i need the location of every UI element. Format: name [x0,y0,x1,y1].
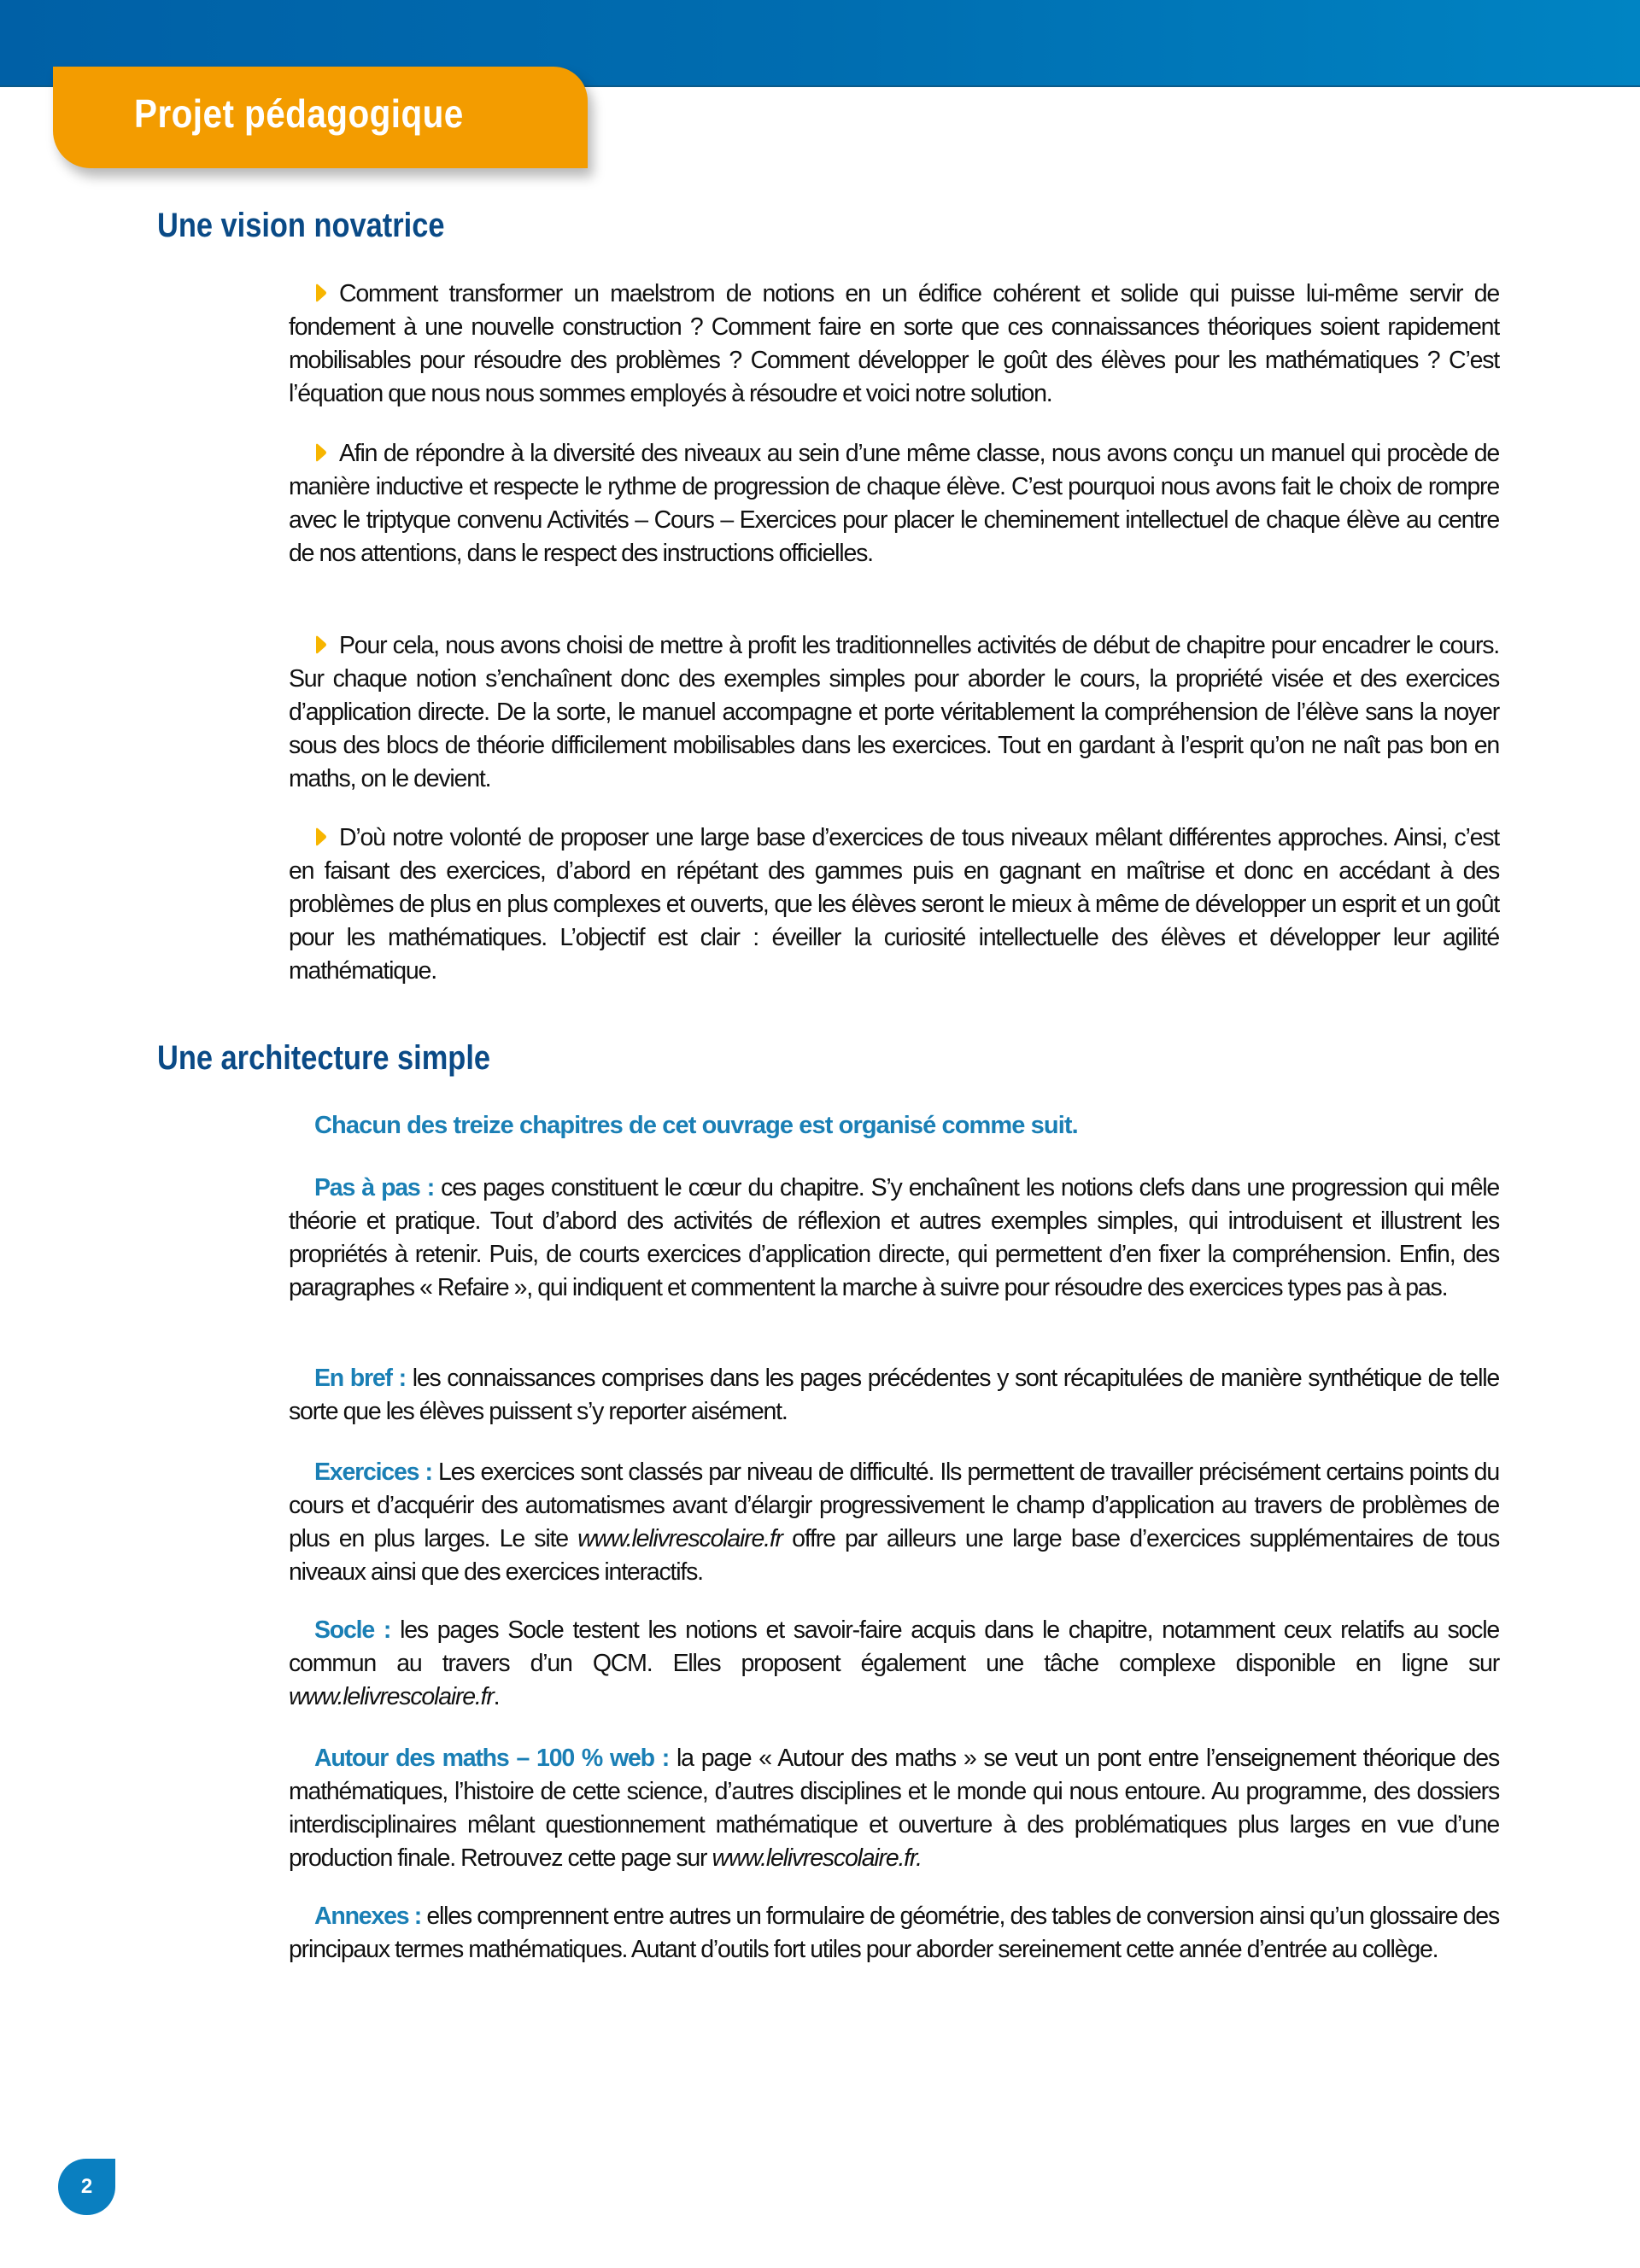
bullet-triangle-icon [314,827,327,846]
paragraph-text: D’où notre volonté de proposer une large base d’exercices de tous niveaux mêlant différentes approches. Ainsi, c’est en faisant des exercices, d’abord en répétant des gammes puis en gagnant en maîtrise et donc en accédant à des problèmes de plus en plus complexes et ouverts, que les élèves seront le mieux à même de développer un esprit et un goût pour les mathématiques. L’objectif est clair : éveiller la curiosité intellectuelle des élèves et développer leur agilité mathématique. [289,824,1499,985]
vision-paragraph-3 [289,629,1499,796]
website-link[interactable]: www.lelivrescolaire.fr [577,1525,782,1552]
item-text: ces pages constituent le cœur du chapitre. S’y enchaînent les notions clefs dans une progression qui mêle théorie et pratique. Tout d’abord des activités de réflexion et autres exemples simples, qui introduisent et illustrent les propriétés à retenir. Puis, de courts exercices d’application directe, qui permettent d’en fixer la compréhension. Enfin, des paragraphes « Refaire », qui indiquent et commentent la marche à suivre pour résoudre des exercices types pas à pas. [289,1174,1499,1301]
item-lead: Annexes : [314,1903,422,1930]
item-text: Les exercices sont classés par niveau de difficulté. Ils permettent de travailler précisément certains points du cours et d’acquérir des automatismes avant d’élargir progressivement le champ d’application au travers de problèmes de plus en plus larges. Le site [289,1458,1499,1552]
page-number-badge [58,2159,115,2215]
item-lead: En bref : [314,1365,406,1392]
paragraph-text: Pour cela, nous avons choisi de mettre à profit les traditionnelles activités de début de chapitre pour encadrer le cours. Sur chaque notion s’enchaînent donc des exemples simples pour aborder le cours, la propriété visée et des exercices d’application directe. De la sorte, le manuel accompagne et porte véritablement la compréhension de l’élève sans la noyer sous des blocs de théorie difficilement mobilisables dans les exercices. Tout en gardant à l’esprit qu’on ne naît pas bon en maths, on le devient. [289,632,1499,792]
item-pas-a-pas [289,1172,1499,1305]
item-lead: Socle : [314,1616,391,1644]
item-text-after: offre par ailleurs une large base d’exercices supplémentaires de tous niveaux ainsi que des exercices interactifs. [289,1525,1499,1586]
paragraph-text: Afin de répondre à la diversité des niveaux au sein d’une même classe, nous avons conçu un manuel qui procède de manière inductive et respecte le rythme de progression de chaque élève. C’est pourquoi nous avons fait le choix de rompre avec le triptyque convenu Activités – Cours – Exercices pour placer le cheminement intellectuel de chaque élève au centre de nos attentions, dans le respect des instructions officielles. [289,440,1499,567]
item-exercices [289,1456,1499,1589]
item-text: elles comprennent entre autres un formulaire de géométrie, des tables de conversion ainsi qu’un glossaire des principaux termes mathématiques. Autant d’outils fort utiles pour aborder sereinement cette année d’entrée au collège. [289,1903,1499,1963]
item-text-after: . [493,1683,500,1710]
item-text: la page « Autour des maths » se veut un pont entre l’enseignement théorique des mathématiques, l’histoire de cette science, d’autres disciplines et le monde qui nous entoure. Au programme, des dossiers interdisciplinaires mêlant questionnement mathématique et ouverture à des problématiques plus larges en vue d’une production finale. Retrouvez cette page sur [289,1745,1499,1872]
architecture-intro: Chacun des treize chapitres de cet ouvrage est organisé comme suit. [314,1112,1078,1139]
page-number: 2 [80,2175,93,2198]
item-lead: Autour des maths – 100 % web : [314,1745,670,1772]
bullet-triangle-icon [314,635,327,654]
paragraph-text: Comment transformer un maelstrom de notions en un édifice cohérent et solide qui puisse lui-même servir de fondement à une nouvelle construction ? Comment faire en sorte que ces connaissances théoriques soient rapidement mobilisables pour résoudre des problèmes ? Comment développer le goût des élèves pour les mathématiques ? C’est l’équation que nous nous sommes employés à résoudre et voici notre solution. [289,280,1499,407]
heading-vision: Une vision novatrice [157,207,445,244]
section-title-tab [53,67,588,168]
item-lead: Pas à pas : [314,1174,435,1201]
item-socle [289,1614,1499,1714]
item-annexes [289,1900,1499,1967]
bullet-triangle-icon [314,443,327,462]
vision-paragraph-2 [289,437,1499,570]
item-lead: Exercices : [314,1458,432,1486]
heading-architecture: Une architecture simple [157,1039,491,1077]
item-text: les pages Socle testent les notions et savoir-faire acquis dans le chapitre, notamment ceux relatifs au socle commun au travers d’un QCM. Elles proposent également une tâche complexe disponible en ligne sur [289,1616,1499,1677]
item-en-bref [289,1362,1499,1429]
website-link[interactable]: www.lelivrescolaire.fr. [712,1844,922,1872]
vision-paragraph-1 [289,278,1499,411]
website-link[interactable]: www.lelivrescolaire.fr [289,1683,494,1710]
bullet-triangle-icon [314,284,327,302]
vision-paragraph-4 [289,821,1499,988]
item-text: les connaissances comprises dans les pages précédentes y sont récapitulées de manière synthétique de telle sorte que les élèves puissent s’y reporter aisément. [289,1365,1499,1425]
item-autour-des-maths [289,1742,1499,1875]
page-title: Projet pédagogique [134,91,464,136]
